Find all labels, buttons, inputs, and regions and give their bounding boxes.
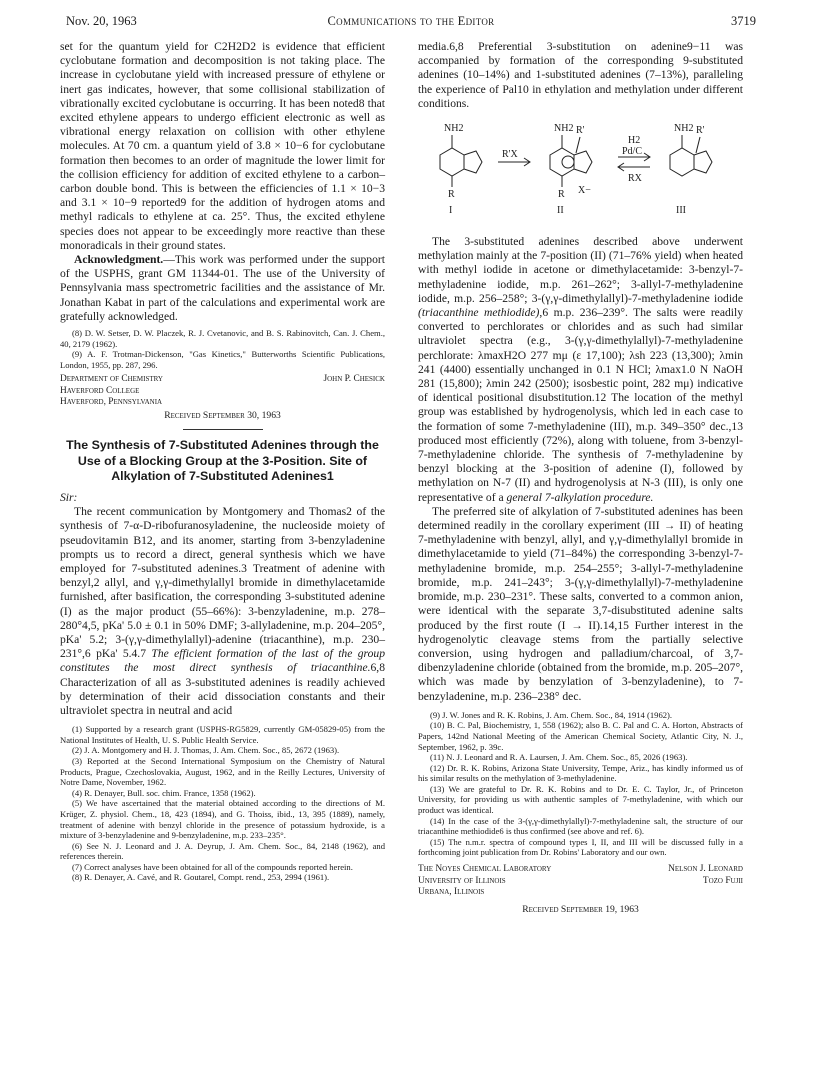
author-address: [418, 864, 743, 899]
reaction-scheme-drawing: [418, 117, 743, 229]
pyrimidine-ring: [670, 148, 694, 176]
paragraph: The preferred site of alkylation of 7-substituted adenines has been determined readily in the corollary experiment (III → II) of heating 7-methyladenine with benzyl, allyl, and γ,γ-dimethylallyl bromide in dimethylacetamide to yield (71–84%) the corresponding 3-benzyl-7-methyladenine bromide, m.p. 254–255°; 3-allyl-7-methyladenine bromide, m.p. 241–243°; 3-(γ,γ-dimethylallyl)-7-methyladenine bromide, m.p. 230–231°. These salts, converted to a common anion, were identical with the separate 3,7-disubstituted adenine salts produced by the first route (I → II).14,15 Further interest in the hydrogenolytic cleavage stems from the partially selective conversion, using hydrogen and palladium/charcoal, of 3,7-dibenzyladenine chloride (obtained from the bromide, m.p. 205–207°, which was made by benzylation of 3-benzyladenine), to 7-benzyladenine, m.p. 236–238° dec.: [418, 504, 743, 703]
footnote: (3) Reported at the Second International Symposium on the Chemistry of Natural Products, Prague, Czechoslovakia, August, 1962, and in the Reilly Lectures, University of Notre Dame, November, 1962.: [60, 755, 385, 788]
author-name: John P. Chesick: [323, 374, 385, 385]
compound-label: II: [557, 205, 564, 217]
substituent-label: R': [576, 125, 585, 137]
imidazole-ring: [694, 151, 712, 173]
amino-label: NH2: [554, 123, 574, 135]
left-column: [60, 40, 385, 883]
footnote: (10) B. C. Pal, Biochemistry, 1, 558 (1962); also B. C. Pal and C. A. Horton, Abstracts of Papers, 142nd National Meeting of the American Chemical Society, Atlantic City, N. J., September, 1962, p. 39c.: [418, 720, 743, 752]
catalyst-label: Pd/C: [622, 146, 643, 158]
footnote: (1) Supported by a research grant (USPHS-RG5829, currently GM-05829-05) from the National Institutes of Health, U. S. Public Health Service.: [60, 724, 385, 745]
compound-label: I: [449, 205, 453, 217]
paragraph: set for the quantum yield for C2H2D2 is evidence that efficient cyclobutane formation and decomposition is not taking place. The increase in cyclobutane yield with increased pressure of ethylene or inert gas indicates, however, that some collisional stabilization of vibrationally excited cyclobutane is occurring. It has been noted8 that excited ethylene appears to undergo efficient electronic as well as vibrational energy relaxation on collision with other ethylene molecules. At 70 cm. a quantum yield of 3.8 × 10−6 for cyclobutane formation then becomes to an order of magnitude the lower limit for the collision efficiency for addition of excited ethylene to a carbon–carbon double bond. This is between the efficiencies of 1.1 × 10−3 and 3.1 × 10−9 reported9 for the addition of hydrogen atoms and methyl radicals to ethylene at ca. 25°. Thus, the excited ethylene species does not appear to be exceedingly more reactive than these monoradicals in their ground states.: [60, 40, 385, 252]
footnotes: [60, 724, 385, 883]
footnote: (15) The n.m.r. spectra of compound types I, II, and III will be discussed fully in a forthcoming joint publication from Dr. Robins' Laboratory and our own.: [418, 836, 743, 858]
acknowledgment-text: —This work was performed under the support of the USPHS, grant GM 11344-01. The use of the University of Pennsylvania mass spectrometric facilities and the assistance of Mr. Jonathan Kabat in part of the calculations and experimental work are gratefully acknowledged.: [60, 253, 385, 323]
footnote: (6) See N. J. Leonard and J. A. Deyrup, J. Am. Chem. Soc., 84, 2148 (1962), and references therein.: [60, 840, 385, 862]
header-page-number: 3719: [731, 14, 756, 28]
reagent-label: R'X: [502, 149, 518, 161]
author-name: Nelson J. Leonard: [668, 864, 743, 875]
imidazole-ring: [574, 151, 592, 173]
city: Urbana, Illinois: [418, 887, 485, 898]
city: Haverford, Pennsylvania: [60, 397, 163, 408]
author-name: Tozo Fujii: [702, 875, 743, 886]
department: Department of Chemistry: [60, 374, 163, 385]
acknowledgment-paragraph: [60, 253, 385, 324]
footnote: (5) We have ascertained that the material obtained according to the directions of M. Krüger, Z. physiol. Chem., 18, 423 (1894), and G. Thoiss, ibid., 13, 395 (1889), namely, treatment of adenine with benzyl chloride in the presence of potassium hydroxide, is a mixture of 3-benzyladenine and 9-benzyladenine, m.p. 233–235°.: [60, 798, 385, 841]
header-date: Nov. 20, 1963: [66, 14, 137, 28]
counterion-label: X−: [578, 185, 591, 197]
substituent-label: R: [558, 189, 565, 201]
pyrimidine-ring: [440, 148, 464, 176]
article-title: The Synthesis of 7-Substituted Adenines through the Use of a Blocking Group at the 3-Position. Site of Alkylation of 7-Substituted Adenines1: [66, 438, 379, 484]
author-address: [60, 374, 385, 409]
substituent-label: R': [696, 125, 705, 137]
amino-label: NH2: [674, 123, 694, 135]
paragraph: media.6,8 Preferential 3-substitution on adenine9−11 was accompanied by formation of the corresponding 9-substituted adenines (10–14%) and 1-substituted adenines (7–13%), paralleling the experience of Pal10 in ethylation and methylation under different conditions.: [418, 40, 743, 110]
footnote: (14) In the case of the 3-(γ,γ-dimethylallyl)-7-methyladenine salt, the structure of our triacanthine methiodide6 is thus confirmed (see above and ref. 6).: [418, 815, 743, 837]
footnote: (11) N. J. Leonard and R. A. Laursen, J. Am. Chem. Soc., 85, 2026 (1963).: [430, 752, 688, 763]
laboratory: The Noyes Chemical Laboratory: [418, 864, 552, 875]
paragraph: The recent communication by Montgomery and Thomas2 of the synthesis of 7-α-D-ribofuranosyladenine, the nucleoside moiety of pseudovitamin B12, and its anomer, starting from 3-benzyladenine prompts us to record a direct, general synthesis which we have employed for 7-substituted adenines.3 Treatment of adenine with benzyl,2 allyl, and γ,γ-dimethylallyl bromide in dimethylacetamide furnished, after basification, the corresponding 3-substituted adenine (I) as the major product (55–66%): 3-benzyladenine, m.p. 278–280°4,5, pKa' 5.0 ± 0.1 in 50% DMF; 3-allyladenine, m.p. 204–205°, pKa' 5.2; 3-(γ,γ-dimethylallyl)-adenine (triacanthine), m.p. 230–231°,6 pKa' 5.4.7 The efficient formation of the last of the group constitutes the most direct synthesis of triacanthine.6,8 Characterization of all as 3-substituted adenines is readily achieved by determination of their acid dissociation constants and their ultraviolet spectra in neutral and acid: [60, 505, 385, 717]
compound-label: III: [676, 205, 686, 217]
substituent-label: R: [448, 189, 455, 201]
reaction-scheme: [418, 117, 743, 229]
acknowledgment-heading: Acknowledgment.: [74, 253, 164, 267]
divider: [183, 429, 263, 430]
footnote: (13) We are grateful to Dr. R. K. Robins and to Dr. E. C. Taylor, Jr., of Princeton University, for providing us with authentic samples of 7-methyladenine, with which our product was identical.: [418, 783, 743, 816]
reagent-label: RX: [628, 173, 642, 185]
reagent-label: H2: [628, 135, 641, 147]
footnote: (12) Dr. R. K. Robins, Arizona State University, Tempe, Ariz., has kindly informed us of his similar results on the methylation of 3-methyladenine.: [418, 762, 743, 784]
footnote: (2) J. A. Montgomery and H. J. Thomas, J. Am. Chem. Soc., 85, 2672 (1963).: [72, 745, 340, 756]
received-date: Received September 19, 1963: [522, 903, 639, 915]
footnote: (8) R. Denayer, A. Cavé, and R. Goutarel, Compt. rend., 253, 2994 (1961).: [72, 872, 330, 883]
footnote: (7) Correct analyses have been obtained for all of the compounds reported herein.: [72, 861, 353, 872]
footnotes: [418, 710, 743, 858]
imidazole-ring: [464, 151, 482, 173]
header-section: Communications to the Editor: [327, 14, 495, 28]
right-column: [418, 40, 743, 917]
institution: Haverford College: [60, 385, 140, 396]
paragraph: The 3-substituted adenines described above underwent methylation mainly at the 7-position (II) (71–76% yield) when heated with methyl iodide in acetone or dimethylacetamide: 3-benzyl-7-methyladenine iodide, m.p. 261–262°; 3-allyl-7-methyladenine iodide, m.p. 256–258°; 3-(γ,γ-dimethylallyl)-7-methyladenine iodide (triacanthine methiodide),6 m.p. 236–239°. The salts were readily converted to perchlorates or chlorides and as such had similar ultraviolet spectra (e.g., 3-(γ,γ-dimethylallyl)-7-methyladenine perchlorate: λmaxH2O 277 mμ (ε 17,100); λsh 223 (13,300); λmin 241 (4400) essentially unchanged in 0.1 N HCl; λmax1.0 N NaOH 281 (15,800); λmin 242 (2500); isosbestic point, 282 mμ) indicative of identical positional disubstitution.12 The location of the methyl group was established by hydrogenolysis, which led in each case to the formation of some 7-methyladenine (III), m.p. 349–350° dec.,13 produced most efficiently (72%), along with toluene, from 3-benzyl-7-methyladenine chloride. The synthesis of 7-methyladenine by benzyl blocking at the 3-position of adenine (I), followed by methylation on N-7 (II) and hydrogenolysis at N-3 (III), is only one representative of a general 7-alkylation procedure.: [418, 235, 744, 504]
page-header: [66, 14, 756, 32]
received-date: Received September 30, 1963: [164, 409, 281, 421]
footnote: (9) A. F. Trotman-Dickenson, "Gas Kinetics," Butterworths Scientific Publications, London, 1955, pp. 287, 296.: [60, 349, 385, 370]
salutation: Sir:: [60, 490, 78, 504]
footnote: (4) R. Denayer, Bull. soc. chim. France, 1358 (1962).: [72, 787, 256, 798]
footnote: (8) D. W. Setser, D. W. Placzek, R. J. Cvetanovic, and B. S. Rabinovitch, Can. J. Chem., 40, 2179 (1962).: [60, 328, 385, 349]
amino-label: NH2: [444, 123, 464, 135]
institution: University of Illinois: [418, 875, 506, 886]
footnotes: [60, 328, 385, 370]
footnote: (9) J. W. Jones and R. K. Robins, J. Am. Chem. Soc., 84, 1914 (1962).: [430, 709, 673, 720]
